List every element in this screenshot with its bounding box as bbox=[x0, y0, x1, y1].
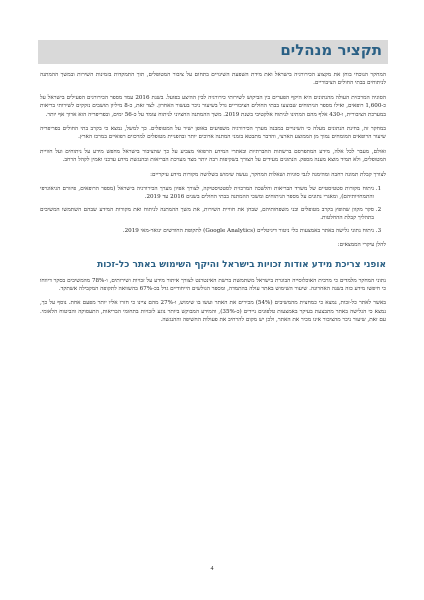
title-banner bbox=[38, 40, 388, 64]
page-title: תקציר מנהלים bbox=[280, 41, 382, 59]
paragraph-4: לצורך קבלת תמונה רחבה ומהימנה לגבי סוגיות ושאלות המחקר, נעשה שימוש בשלושה מקורות מידע עיקריים: bbox=[150, 171, 386, 178]
paragraph-2: במחקר זה, בחינת הנתונים מעלה כי השינויים במבנה מערך הכירורגיה משפיעים באופן ישיר על המטופלים. כך למשל, נמצא כי בקרב בתי החולים בפריפריה שיעור הרופאים המומחים נמוך מן הממוצע הארצי, והדבר מתבטא בזמני המתנה ארוכים יותר ובהפניית מטופלים למרכזים רפואיים במרכז הארץ. bbox=[40, 126, 386, 141]
paragraph-6: באשר לאתר כל-זכות, נמצא כי כמחצית מהמשיבים (54%) מכירים את האתר ועשו בו שימוש, ו-27% מהם ציינו כי חזרו אליו יותר מפעם אחת. נוסף על כך, נמצא כי הגלישה באתר מתבצעת בעיקר באמצעות טלפונים ניידים (כ-35%), והמידע המבוקש ביותר נוגע לזכויות בתחומי הבריאות, התעסוקה והביטוח הלאומי. עם זאת, שיעור ניכר מהציבור אינו מכיר את האתר, ולכן יש מקום להרחיב את פעולות החשיפה וההנגשה. bbox=[40, 300, 387, 324]
section-heading: אופני צריכת מידע אודות זכויות בישראל והיקף השימוש באתר כל-זכות bbox=[97, 259, 386, 270]
findings-lead: להלן עיקרי הממצאים: bbox=[337, 242, 386, 249]
sources-list bbox=[40, 185, 386, 235]
paragraph-3: ואולם, מעבר לכל אלה, מידע המתפרסם ברשתות החברתיות ובאתרי המידע הרפואי מצביע על כך שהציבור בישראל מחפש מידע על ניתוחים ועל חוויית המטופלים, ולא תמיד מוצא מענה מספק. הנתונים מעידים על הצורך בשקיפות רבה יותר מצד מערכת הבריאות ובהנגשת מידע עדכני ואמין לקהל הרחב. bbox=[40, 148, 386, 164]
page-number: 4 bbox=[210, 566, 214, 572]
list-item: 3. ניתוח נתוני גלישה באתר באמצעות כלי ניטור דיגיטליים (Google Analytics) לתקופת החודשים ינואר-מאי 2019. bbox=[40, 227, 374, 235]
intro-paragraph: המחקר הנוכחי בוחן את מקצוע הכירורגיה בישראל ואת מידת השפעת השינויים בתחום על ציבור המטופלים, תוך התמקדות בזמינות השירות ובמשך ההמתנה לניתוחים בבתי החולים הציבוריים. bbox=[40, 72, 386, 87]
paragraph-5: נתוני המחקר מלמדים כי מרבית האוכלוסייה הבוגרת בישראל משתמשת ברשת האינטרנט לצורך איתור מידע על זכויות ושירותים, ו-78% מהמשיבים בסקר דיווחו כי חיפשו מידע כזה בשנה האחרונה. שיעור השימוש באתר עולה בהתמדה, ומספר הגולשים הייחודיים גדל בכ-67% בהשוואה לתקופה המקבילה אשתקד. bbox=[40, 277, 386, 292]
list-item: 2. סקר מקוון שהופץ בקרב מטופלים ובני משפחותיהם, שבחן את חוויית השירות, את משך ההמתנה לניתוח ואת מקורות המידע שבהם השתמשו המשיבים בתהליך קבלת ההחלטות. bbox=[40, 206, 374, 223]
paragraph-1: הסוגיה המרכזית העולה מהנתונים היא היקף הפערים בין הביקוש לשירותי כירורגיה לבין ההיצע בפועל. בשנת 2016 עמד מספר הכירורגים הפעילים בישראל על כ-1,600 רופאים, ואילו מספר הניתוחים שבוצעו בבתי החולים הציבוריים גדל בשיעור ניכר בעשור האחרון. לצד זאת, כ-8 מיליון תושבים נזקקים לשירותי בריאות במערכת הציבורית, ו-430 אלף מהם המתינו לניתוח אלקטיבי בשנת 2019. משך ההמתנה החציוני לניתוח עומד על כ-56 ימים, ובפריפריה הוא ארוך אף יותר. bbox=[40, 94, 387, 118]
document-body bbox=[40, 71, 386, 331]
list-item: 1. ניתוח מקורות סטטיסטיים של משרד הבריאות והלשכה המרכזית לסטטיסטיקה, לצורך אפיון מערך הכירורגיה בישראל (מספר הרופאים, פיזורם הגיאוגרפי והתמחויותיהם), ומאגרי נתונים על מספר הניתוחים ומשכי ההמתנה בבתי החולים בשנים 2016 עד 2019. bbox=[40, 185, 374, 202]
